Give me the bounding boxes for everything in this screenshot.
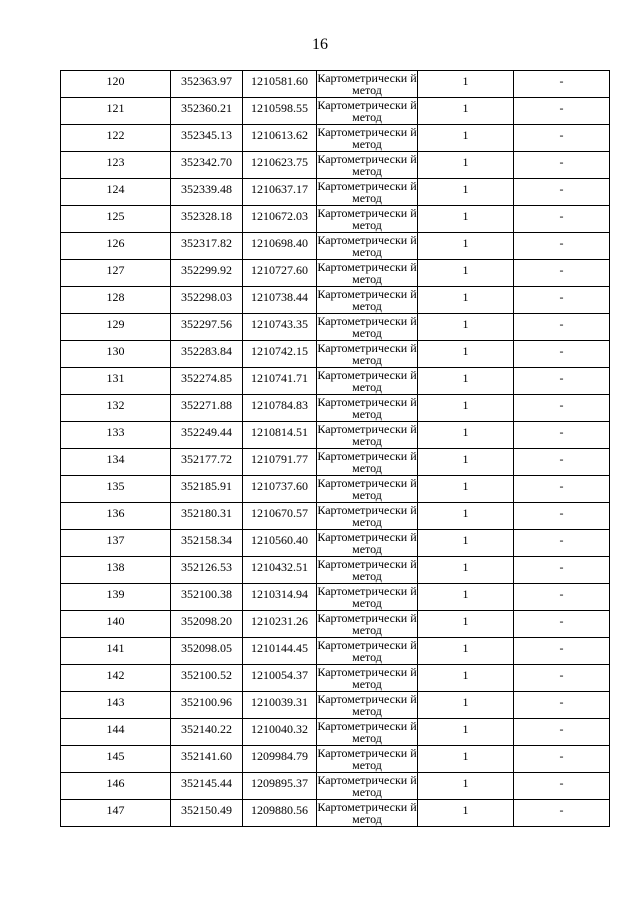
x-coordinate-cell: 352150.49: [171, 800, 243, 827]
dash-cell: -: [514, 476, 610, 503]
point-number-cell: 122: [61, 125, 171, 152]
x-coordinate-cell: 352274.85: [171, 368, 243, 395]
count-cell: 1: [418, 341, 514, 368]
table-row: [61, 800, 610, 827]
page-number: 16: [312, 36, 328, 53]
method-text: Картометрически й метод: [317, 693, 417, 718]
count-cell: 1: [418, 98, 514, 125]
point-number-cell: 126: [61, 233, 171, 260]
dash-cell: -: [514, 422, 610, 449]
y-coordinate-cell: 1209880.56: [243, 800, 317, 827]
method-text: Картометрически й метод: [317, 504, 417, 529]
point-number-cell: 121: [61, 98, 171, 125]
count-cell: 1: [418, 665, 514, 692]
point-number-cell: 141: [61, 638, 171, 665]
y-coordinate-cell: 1210598.55: [243, 98, 317, 125]
dash-cell: -: [514, 611, 610, 638]
point-number-cell: 146: [61, 773, 171, 800]
x-coordinate-cell: 352185.91: [171, 476, 243, 503]
y-coordinate-cell: 1210791.77: [243, 449, 317, 476]
method-text: Картометрически й метод: [317, 234, 417, 259]
point-number-cell: 128: [61, 287, 171, 314]
table-row: [61, 233, 610, 260]
table-row: [61, 71, 610, 98]
dash-cell: -: [514, 638, 610, 665]
count-cell: 1: [418, 314, 514, 341]
method-cell: [317, 584, 418, 611]
method-cell: [317, 233, 418, 260]
count-cell: 1: [418, 611, 514, 638]
point-number-cell: 137: [61, 530, 171, 557]
x-coordinate-cell: 352140.22: [171, 719, 243, 746]
x-coordinate-cell: 352141.60: [171, 746, 243, 773]
x-coordinate-cell: 352299.92: [171, 260, 243, 287]
method-text: Картометрически й метод: [317, 99, 417, 124]
y-coordinate-cell: 1210581.60: [243, 71, 317, 98]
table-row: [61, 773, 610, 800]
method-text: Картометрически й метод: [317, 666, 417, 691]
x-coordinate-cell: 352100.52: [171, 665, 243, 692]
method-cell: [317, 71, 418, 98]
point-number-cell: 143: [61, 692, 171, 719]
table-row: [61, 449, 610, 476]
point-number-cell: 144: [61, 719, 171, 746]
method-text: Картометрически й метод: [317, 180, 417, 205]
y-coordinate-cell: 1210637.17: [243, 179, 317, 206]
method-cell: [317, 665, 418, 692]
x-coordinate-cell: 352100.38: [171, 584, 243, 611]
method-text: Картометрически й метод: [317, 315, 417, 340]
count-cell: 1: [418, 692, 514, 719]
method-text: Картометрически й метод: [317, 585, 417, 610]
x-coordinate-cell: 352145.44: [171, 773, 243, 800]
method-cell: [317, 692, 418, 719]
method-text: Картометрически й метод: [317, 720, 417, 745]
method-cell: [317, 287, 418, 314]
count-cell: 1: [418, 152, 514, 179]
y-coordinate-cell: 1210672.03: [243, 206, 317, 233]
y-coordinate-cell: 1210698.40: [243, 233, 317, 260]
method-cell: [317, 152, 418, 179]
count-cell: 1: [418, 584, 514, 611]
x-coordinate-cell: 352298.03: [171, 287, 243, 314]
table-row: [61, 314, 610, 341]
table-row: [61, 638, 610, 665]
point-number-cell: 142: [61, 665, 171, 692]
dash-cell: -: [514, 557, 610, 584]
method-cell: [317, 638, 418, 665]
x-coordinate-cell: 352317.82: [171, 233, 243, 260]
count-cell: 1: [418, 422, 514, 449]
method-cell: [317, 314, 418, 341]
count-cell: 1: [418, 800, 514, 827]
method-text: Картометрически й метод: [317, 261, 417, 286]
y-coordinate-cell: 1210814.51: [243, 422, 317, 449]
method-cell: [317, 557, 418, 584]
method-text: Картометрически й метод: [317, 369, 417, 394]
x-coordinate-cell: 352180.31: [171, 503, 243, 530]
point-number-cell: 127: [61, 260, 171, 287]
y-coordinate-cell: 1210613.62: [243, 125, 317, 152]
dash-cell: -: [514, 314, 610, 341]
y-coordinate-cell: 1210727.60: [243, 260, 317, 287]
method-text: Картометрически й метод: [317, 450, 417, 475]
dash-cell: -: [514, 584, 610, 611]
method-text: Картометрически й метод: [317, 531, 417, 556]
point-number-cell: 131: [61, 368, 171, 395]
count-cell: 1: [418, 71, 514, 98]
x-coordinate-cell: 352177.72: [171, 449, 243, 476]
dash-cell: -: [514, 98, 610, 125]
point-number-cell: 130: [61, 341, 171, 368]
method-cell: [317, 395, 418, 422]
dash-cell: -: [514, 206, 610, 233]
method-cell: [317, 422, 418, 449]
method-text: Картометрически й метод: [317, 747, 417, 772]
dash-cell: -: [514, 530, 610, 557]
method-cell: [317, 260, 418, 287]
x-coordinate-cell: 352339.48: [171, 179, 243, 206]
dash-cell: -: [514, 692, 610, 719]
dash-cell: -: [514, 503, 610, 530]
method-text: Картометрически й метод: [317, 639, 417, 664]
y-coordinate-cell: 1210738.44: [243, 287, 317, 314]
method-text: Картометрически й метод: [317, 396, 417, 421]
point-number-cell: 133: [61, 422, 171, 449]
count-cell: 1: [418, 530, 514, 557]
count-cell: 1: [418, 368, 514, 395]
point-number-cell: 134: [61, 449, 171, 476]
table-row: [61, 179, 610, 206]
x-coordinate-cell: 352283.84: [171, 341, 243, 368]
y-coordinate-cell: 1210784.83: [243, 395, 317, 422]
y-coordinate-cell: 1210040.32: [243, 719, 317, 746]
count-cell: 1: [418, 260, 514, 287]
method-cell: [317, 341, 418, 368]
y-coordinate-cell: 1210314.94: [243, 584, 317, 611]
table-row: [61, 719, 610, 746]
dash-cell: -: [514, 719, 610, 746]
count-cell: 1: [418, 206, 514, 233]
method-text: Картометрически й метод: [317, 153, 417, 178]
count-cell: 1: [418, 179, 514, 206]
x-coordinate-cell: 352345.13: [171, 125, 243, 152]
x-coordinate-cell: 352098.05: [171, 638, 243, 665]
x-coordinate-cell: 352126.53: [171, 557, 243, 584]
method-text: Картометрически й метод: [317, 477, 417, 502]
table-row: [61, 692, 610, 719]
x-coordinate-cell: 352271.88: [171, 395, 243, 422]
table-row: [61, 287, 610, 314]
table-row: [61, 260, 610, 287]
table-row: [61, 476, 610, 503]
point-number-cell: 136: [61, 503, 171, 530]
count-cell: 1: [418, 557, 514, 584]
count-cell: 1: [418, 287, 514, 314]
method-cell: [317, 125, 418, 152]
dash-cell: -: [514, 233, 610, 260]
y-coordinate-cell: 1210054.37: [243, 665, 317, 692]
y-coordinate-cell: 1210039.31: [243, 692, 317, 719]
point-number-cell: 140: [61, 611, 171, 638]
count-cell: 1: [418, 638, 514, 665]
y-coordinate-cell: 1210231.26: [243, 611, 317, 638]
x-coordinate-cell: 352297.56: [171, 314, 243, 341]
point-number-cell: 125: [61, 206, 171, 233]
x-coordinate-cell: 352100.96: [171, 692, 243, 719]
table-row: [61, 395, 610, 422]
dash-cell: -: [514, 179, 610, 206]
coordinates-table-body: [61, 71, 610, 827]
method-cell: [317, 530, 418, 557]
x-coordinate-cell: 352158.34: [171, 530, 243, 557]
table-row: [61, 584, 610, 611]
method-cell: [317, 449, 418, 476]
method-text: Картометрически й метод: [317, 207, 417, 232]
dash-cell: -: [514, 287, 610, 314]
x-coordinate-cell: 352249.44: [171, 422, 243, 449]
method-cell: [317, 503, 418, 530]
y-coordinate-cell: 1209895.37: [243, 773, 317, 800]
dash-cell: -: [514, 665, 610, 692]
point-number-cell: 132: [61, 395, 171, 422]
dash-cell: -: [514, 800, 610, 827]
dash-cell: -: [514, 71, 610, 98]
table-row: [61, 503, 610, 530]
y-coordinate-cell: 1210560.40: [243, 530, 317, 557]
dash-cell: -: [514, 152, 610, 179]
table-row: [61, 152, 610, 179]
point-number-cell: 135: [61, 476, 171, 503]
y-coordinate-cell: 1209984.79: [243, 746, 317, 773]
method-cell: [317, 206, 418, 233]
table-row: [61, 125, 610, 152]
x-coordinate-cell: 352363.97: [171, 71, 243, 98]
point-number-cell: 120: [61, 71, 171, 98]
count-cell: 1: [418, 503, 514, 530]
table-row: [61, 98, 610, 125]
method-text: Картометрически й метод: [317, 774, 417, 799]
x-coordinate-cell: 352328.18: [171, 206, 243, 233]
point-number-cell: 123: [61, 152, 171, 179]
point-number-cell: 124: [61, 179, 171, 206]
method-cell: [317, 746, 418, 773]
point-number-cell: 145: [61, 746, 171, 773]
count-cell: 1: [418, 746, 514, 773]
table-row: [61, 422, 610, 449]
point-number-cell: 147: [61, 800, 171, 827]
x-coordinate-cell: 352098.20: [171, 611, 243, 638]
dash-cell: -: [514, 449, 610, 476]
point-number-cell: 139: [61, 584, 171, 611]
point-number-cell: 138: [61, 557, 171, 584]
y-coordinate-cell: 1210742.15: [243, 341, 317, 368]
table-row: [61, 746, 610, 773]
count-cell: 1: [418, 773, 514, 800]
count-cell: 1: [418, 719, 514, 746]
method-text: Картометрически й метод: [317, 801, 417, 826]
dash-cell: -: [514, 395, 610, 422]
method-cell: [317, 773, 418, 800]
x-coordinate-cell: 352360.21: [171, 98, 243, 125]
method-cell: [317, 719, 418, 746]
y-coordinate-cell: 1210432.51: [243, 557, 317, 584]
y-coordinate-cell: 1210737.60: [243, 476, 317, 503]
y-coordinate-cell: 1210743.35: [243, 314, 317, 341]
dash-cell: -: [514, 368, 610, 395]
dash-cell: -: [514, 746, 610, 773]
method-text: Картометрически й метод: [317, 72, 417, 97]
count-cell: 1: [418, 125, 514, 152]
method-text: Картометрически й метод: [317, 612, 417, 637]
method-text: Картометрически й метод: [317, 288, 417, 313]
method-cell: [317, 98, 418, 125]
table-row: [61, 665, 610, 692]
y-coordinate-cell: 1210741.71: [243, 368, 317, 395]
y-coordinate-cell: 1210144.45: [243, 638, 317, 665]
count-cell: 1: [418, 476, 514, 503]
dash-cell: -: [514, 260, 610, 287]
method-text: Картометрически й метод: [317, 342, 417, 367]
table-row: [61, 557, 610, 584]
method-cell: [317, 368, 418, 395]
method-text: Картометрически й метод: [317, 558, 417, 583]
table-row: [61, 206, 610, 233]
method-text: Картометрически й метод: [317, 423, 417, 448]
count-cell: 1: [418, 449, 514, 476]
method-cell: [317, 800, 418, 827]
dash-cell: -: [514, 341, 610, 368]
table-row: [61, 341, 610, 368]
method-cell: [317, 179, 418, 206]
table-row: [61, 368, 610, 395]
count-cell: 1: [418, 395, 514, 422]
point-number-cell: 129: [61, 314, 171, 341]
dash-cell: -: [514, 125, 610, 152]
y-coordinate-cell: 1210670.57: [243, 503, 317, 530]
method-text: Картометрически й метод: [317, 126, 417, 151]
coordinates-table: [60, 70, 610, 827]
table-row: [61, 530, 610, 557]
y-coordinate-cell: 1210623.75: [243, 152, 317, 179]
table-row: [61, 611, 610, 638]
x-coordinate-cell: 352342.70: [171, 152, 243, 179]
count-cell: 1: [418, 233, 514, 260]
method-cell: [317, 611, 418, 638]
dash-cell: -: [514, 773, 610, 800]
method-cell: [317, 476, 418, 503]
